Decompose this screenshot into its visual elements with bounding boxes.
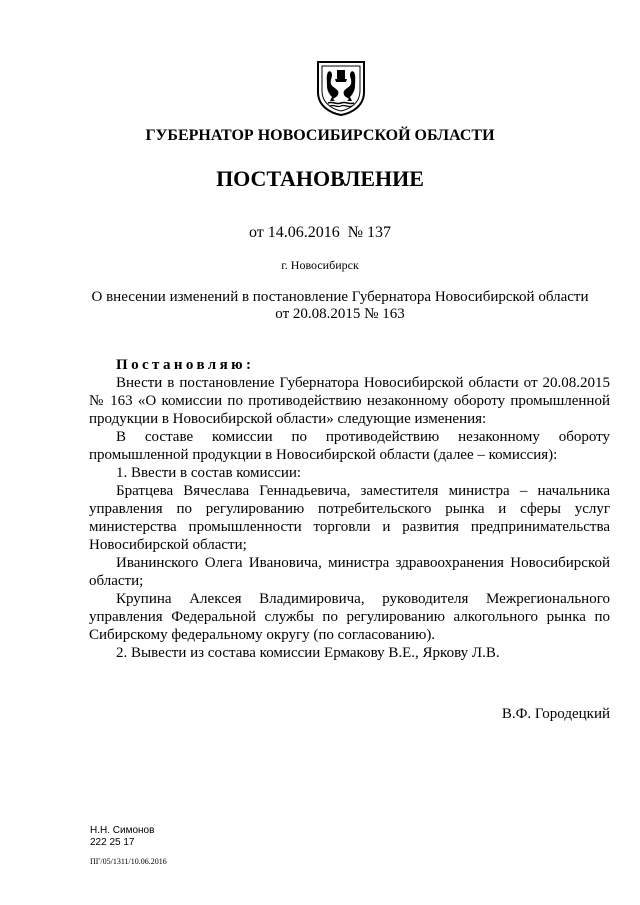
resolution-colon: :	[245, 357, 251, 373]
resolution-keyword	[89, 356, 610, 374]
resolution-word: Постановляю	[116, 357, 246, 373]
paragraph-4: Братцева Вячеслава Геннадьевича, заместителя министра – начальника управления по регулированию потребительского рынка и сферы услуг министерства промышленности торговли и развития предпринимательства Новосибирской области;	[89, 483, 610, 553]
paragraph-5: Иванинского Олега Ивановича, министра здравоохранения Новосибирской области;	[89, 555, 610, 589]
signature-name: В.Ф. Городецкий	[501, 706, 610, 722]
paragraph-3: 1. Ввести в состав комиссии:	[116, 465, 302, 481]
paragraph-7: 2. Вывести из состава комиссии Ермакову В.Е., Яркову Л.В.	[116, 645, 500, 661]
executor-block	[90, 825, 154, 849]
document-reference: ПГ/05/1311/10.06.2016	[90, 857, 167, 866]
executor-name: Н.Н. Симонов	[90, 825, 155, 836]
coat-of-arms-icon	[316, 60, 366, 116]
paragraph-6: Крупина Алексея Владимировича, руководителя Межрегионального управления Федеральной службы по регулированию алкогольного рынка по Сибирскому федеральному округу (по согласованию).	[89, 591, 610, 643]
paragraph-1: Внести в постановление Губернатора Новосибирской области от 20.08.2015 № 163 «О комиссии по противодействию незаконному обороту промышленной продукции в Новосибирской области» следующие изменения:	[89, 375, 610, 427]
subject-line-1: О внесении изменений в постановление Губернатора Новосибирской области	[91, 289, 589, 305]
executor-phone: 222 25 17	[90, 837, 135, 848]
date-and-number: от 14.06.2016 № 137	[248, 224, 392, 241]
paragraph-2: В составе комиссии по противодействию незаконному обороту промышленной продукции в Новосибирской области (далее – комиссия):	[89, 429, 610, 463]
subject-block	[90, 289, 590, 323]
document-body	[89, 356, 610, 662]
org-title: ГУБЕРНАТОР НОВОСИБИРСКОЙ ОБЛАСТИ	[145, 127, 495, 144]
document-type-heading: ПОСТАНОВЛЕНИЕ	[216, 166, 424, 191]
subject-line-2: от 20.08.2015 № 163	[275, 306, 405, 322]
city: г. Новосибирск	[281, 258, 359, 272]
